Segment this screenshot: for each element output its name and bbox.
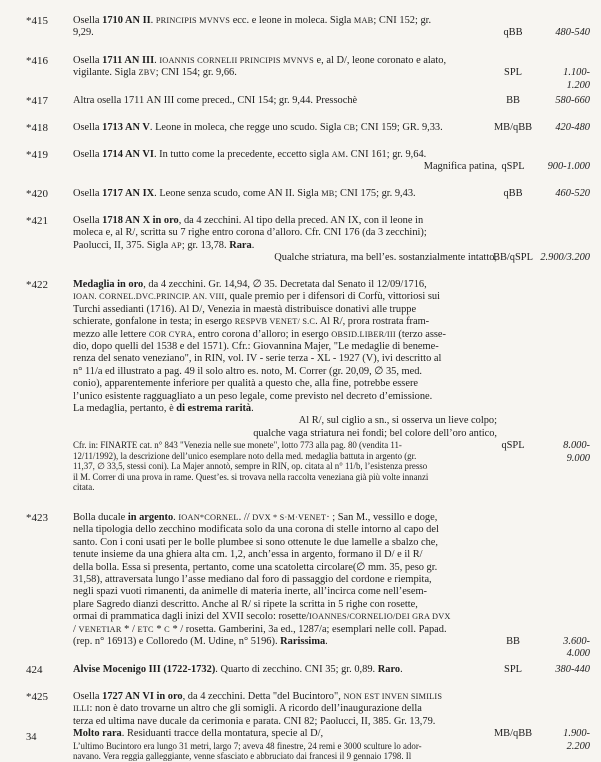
text-segment: nella tipologia dello zecchino modificata solo da una corona di stelle intorno al capo del (73, 524, 439, 536)
legend-text: COR CYRA (148, 329, 193, 339)
text-segment: . (400, 664, 403, 675)
description-line (73, 161, 497, 173)
description-line (73, 549, 497, 561)
lot-grade: BB/qSPL (493, 252, 533, 264)
text-segment: . In tutto come la precedente, eccetto sigla (153, 149, 332, 160)
description-line (73, 188, 497, 200)
text-segment: ; gr. 13,78. (181, 239, 230, 251)
legend-text: DVX * S·M·VENET (252, 513, 327, 522)
text-segment: : non è dato trovarne un altro che gli somigli. A ricordo dell’inaugurazione della (89, 703, 422, 715)
description-line (73, 482, 497, 493)
lot-estimate: 420-480 (555, 122, 590, 133)
description-line (73, 55, 497, 67)
legend-text: ETC (137, 624, 154, 634)
description-line (73, 512, 497, 524)
description-line (73, 279, 497, 291)
description-line (73, 562, 497, 574)
text-segment: ; CNI 175; gr. 9,43. (334, 188, 416, 199)
text-segment: qualche vaga striatura nei fondi; bel colore dell’oro antico, (253, 427, 497, 439)
lot-grade: MB/qBB (493, 728, 533, 740)
bold-text: Medaglia in oro (73, 279, 144, 290)
lot-estimate: 580-660 (555, 95, 590, 106)
description-line (73, 215, 497, 227)
lot-description (73, 279, 497, 493)
legend-text: IOAN. CORNEL.DVC.PRINCIP. AN. VIII (73, 292, 225, 302)
lot-number: 424 (26, 664, 43, 676)
description-line (73, 599, 497, 611)
description-line (73, 636, 497, 648)
text-segment: Paolucci, II, 375. Sigla (73, 239, 171, 251)
lot-grade: BB (506, 95, 520, 106)
bold-text: Alvise Mocenigo III (1722-1732) (73, 664, 216, 675)
lot-description (73, 15, 497, 40)
legend-text: C (164, 624, 170, 634)
text-segment: 31,58), attraversata lungo l’asse mediano dal foro di passaggio del cordone e riempita, (73, 574, 432, 586)
lot-estimate: 1.900-2.200 (563, 728, 590, 752)
description-line (73, 341, 497, 353)
lot-number: *421 (26, 215, 48, 227)
bold-text: 1718 AN X in oro (102, 215, 179, 226)
description-line (73, 67, 497, 79)
text-segment: moleca e, al R/, scritta su 7 righe entro corona d’alloro. Cfr. CNI 176 (da 3 zecchini); (73, 227, 427, 239)
lot-estimate: 460-520 (555, 188, 590, 199)
text-segment: (terzo asse- (395, 328, 447, 340)
description-line (73, 252, 497, 264)
text-segment: 9,29. (73, 27, 94, 39)
lot-grade: qSPL (501, 440, 525, 452)
text-segment: * / rosetta. Gamberini, 3a ed., 1287/a; esemplari nelle coll. Papad. (169, 623, 447, 635)
text-segment: . Leone in moleca, che regge uno scudo. Sigla (149, 122, 344, 133)
lot-grade: BB (506, 636, 520, 647)
description-line (73, 741, 497, 752)
lot-grade: qSPL (501, 161, 525, 173)
text-segment: Qualche striatura, ma bell’es. sostanzialmente intatto, (274, 252, 497, 264)
bold-text: Rara (229, 239, 252, 251)
bold-text: 1717 AN IX (102, 188, 155, 199)
text-segment: , da 4 zecchini. Al tipo della preced. AN IX, con il leone in (178, 215, 424, 226)
legend-text: MB (321, 189, 335, 198)
description-line (73, 304, 497, 316)
description-line (73, 227, 497, 239)
description-line (73, 428, 497, 440)
legend-text: RESPVB VENET/ S.C (234, 317, 316, 327)
text-segment: , da 4 zecchini. Detta "del Bucintoro", (182, 691, 344, 702)
lot-estimate: 1.100-1.200 (563, 67, 590, 91)
lot-number: *418 (26, 122, 48, 134)
description-line (73, 664, 497, 676)
text-segment: 12/11/1992), la descrizione dell’unico esemplare noto della med. medaglia battuta in argento (gr. (73, 450, 417, 461)
bold-text: 1711 AN III (102, 55, 155, 66)
legend-text: NON EST INVEN SIMILIS (343, 692, 443, 701)
text-segment: plare Sagredo dianzi descritto. Anche al R/ si ripete la scritta in 5 righe con rosette, (73, 598, 418, 610)
description-line (73, 378, 497, 390)
lot-number: *416 (26, 55, 48, 67)
legend-text: AP (170, 240, 182, 250)
description-line (73, 624, 497, 636)
text-segment: ; CNI 152; gr. (373, 15, 432, 26)
description-line (73, 472, 497, 483)
description-line (73, 524, 497, 536)
bold-text: Raro (377, 664, 401, 675)
text-segment: Osella (73, 122, 103, 133)
text-segment: renza del senato veneziano", in RIN, vol. IV - serie terza - XL - 1927 (V), ivi descritto al (73, 353, 442, 365)
text-segment: . Quarto di zecchino. CNI 35; gr. 0,89. (215, 664, 378, 675)
description-line (73, 691, 497, 703)
description-line (73, 440, 497, 451)
description-line (73, 716, 497, 728)
text-segment: navano. Vera reggia galleggiante, venne sfasciato e abbruciato dai francesi il 9 gennaio 1798. Il (73, 751, 412, 762)
lot-estimate: 480-540 (555, 27, 590, 39)
text-segment: l’unico esistente ragguagliato a un peso legale, come previsto nel decreto d’emissione. (73, 390, 433, 402)
text-segment: . (154, 55, 160, 66)
lot-number: *415 (26, 15, 48, 27)
legend-text: AM (331, 150, 346, 159)
lot-estimate: 900-1.000 (547, 161, 590, 173)
legend-text: OBSID.LIBER/III (331, 329, 396, 339)
text-segment: . Residuanti tracce della montatura, specie al D/, (121, 728, 324, 740)
text-segment: mezzo alle lettere (73, 328, 149, 340)
text-segment: ormai di prammatica dagli inizi del XVII secolo: rosette/ (73, 611, 310, 623)
text-segment: . (251, 403, 254, 415)
text-segment: * / (121, 623, 138, 635)
legend-text: ZBV (138, 68, 156, 78)
description-line (73, 15, 497, 27)
text-segment: . (150, 15, 156, 26)
text-segment: . (173, 512, 179, 523)
text-segment: schierate, gonfalone in testa; in esergo (73, 316, 235, 328)
description-line (73, 353, 497, 365)
text-segment: Altra osella 1711 AN III come preced., CNI 154; gr. 9,44. Pressochè (73, 95, 358, 106)
text-segment: negli spazi vuoti rimanenti, da animelle di materia inerte, all’incirca come nell’esem- (73, 586, 428, 598)
description-line (73, 122, 497, 134)
description-line (73, 751, 497, 762)
page-number: 34 (26, 732, 37, 743)
text-segment: L’ultimo Bucintoro era lungo 31 metri, largo 7; aveva 48 finestre, 24 remi e 3000 sculture lo ador- (73, 740, 422, 751)
legend-text: IOANNES/CORNELIO/DEI GRA DVX (309, 612, 451, 622)
lot-grade: qBB (503, 188, 523, 199)
lot-description (73, 188, 497, 200)
text-segment: . Leone senza scudo, come AN II. Sigla (154, 188, 322, 199)
lot-grade: MB/qBB (493, 122, 533, 133)
text-segment: . Al R/, prora rostrata fram- (315, 316, 430, 328)
lot-description (73, 55, 497, 80)
lot-grade: SPL (504, 664, 522, 675)
text-segment: citata. (73, 482, 95, 493)
text-segment: Turchi assedianti (1716). Al D/, Venezia in maestà distribuisce donativi alle truppe (73, 303, 417, 315)
lot-description (73, 215, 497, 265)
text-segment: . CNI 161; gr. 9,64. (345, 149, 427, 160)
text-segment: Bolla ducale (73, 512, 128, 523)
lot-number: *425 (26, 691, 48, 703)
lot-number: *417 (26, 95, 48, 107)
text-segment: Osella (73, 149, 103, 160)
text-segment: Osella (73, 215, 103, 226)
description-line (73, 149, 497, 161)
lot-estimate: 2.900/3.200 (540, 252, 590, 264)
lot-grade: SPL (504, 67, 522, 79)
text-segment: della bolla. Essa si presenta, pertanto, come una scatoletta circolare(∅ mm. 35, peso gr. (73, 561, 438, 573)
text-segment: (rep. n° 16913) e Colloredo (M. Udine, n° 5196). (73, 636, 281, 648)
text-segment: . (325, 636, 328, 648)
lot-estimate: 380-440 (555, 664, 590, 675)
text-segment: Osella (73, 188, 103, 199)
text-segment: vigilante. Sigla (73, 67, 139, 79)
text-segment: conio), apparentemente inferiore per qualità a questo che, alla fine, potrebbe essere (73, 378, 419, 390)
legend-text: VENETIAR (78, 624, 122, 634)
text-segment: dio, dopo quelli del 1538 e del 1571). Cfr.: Giovannina Majer, "Le medaglie di beneme- (73, 341, 439, 353)
bold-text: 1710 AN II (102, 15, 151, 26)
text-segment: Magnifica patina, (423, 161, 497, 173)
description-line (73, 27, 497, 39)
text-segment: il M. Correr di una prova in rame. Quest’es. si trovava nella raccolta veneziana già più volte innanzi (73, 471, 429, 482)
legend-text: CB (343, 123, 356, 132)
description-line (73, 316, 497, 328)
lot-description (73, 122, 497, 134)
text-segment: n° 11/a ed illustrato a pag. 49 il solo altro es. noto, M. Correr (gr. 20,09, ∅ 35, med. (73, 365, 423, 377)
text-segment: . (251, 239, 255, 251)
text-segment: · ; San M., vessillo e doge, (326, 512, 438, 523)
legend-text: IOAN*CORNEL (178, 513, 239, 522)
description-line (73, 391, 497, 403)
lot-number: *420 (26, 188, 48, 200)
legend-text: ILLI (73, 704, 90, 714)
text-segment: , entro corona d’alloro; in esergo (192, 328, 332, 340)
text-segment: , da 4 zecchini. Gr. 14,94, ∅ 35. Decretata dal Senato il 12/09/1716, (143, 279, 427, 290)
text-segment: Al R/, sul ciglio a sn., si osserva un lieve colpo; (298, 415, 497, 427)
lot-description (73, 664, 497, 676)
lot-estimate: 8.000-9.000 (563, 440, 590, 464)
lot-description (73, 512, 497, 648)
bold-text: di estrema rarità (176, 403, 252, 415)
text-segment: e, al D/, leone coronato e alato, (313, 55, 447, 66)
text-segment: terza ed ultima nave ducale da cerimonia e parata. CNI 82; Paolucci, II, 385. Gr. 13,79. (73, 715, 436, 727)
bold-text: Rarissima (280, 636, 326, 648)
text-segment: , quale premio per i difensori di Corfù, vittoriosi sui (224, 291, 440, 303)
text-segment: Osella (73, 55, 103, 66)
lot-number: *423 (26, 512, 48, 524)
description-line (73, 366, 497, 378)
description-line (73, 586, 497, 598)
bold-text: 1713 AN V (102, 122, 150, 133)
description-line (73, 329, 497, 341)
legend-text: MAB (353, 16, 374, 25)
legend-text: PRINCIPIS MVNVS (155, 16, 231, 25)
text-segment: santo. Con i coni usati per le bolle plumbee si sono ottenute le due lamelle a sbalzo che, (73, 536, 439, 548)
text-segment: Osella (73, 691, 103, 702)
text-segment: Cfr. in: FINARTE cat. n° 843 "Venezia nelle sue monete", lotto 773 alla pag. 80 (vendita 11- (73, 440, 402, 451)
text-segment: tenute insieme da una ghiera alta cm. 1,2, anch’essa in argento, formano il D/ e il R/ (73, 549, 423, 561)
text-segment: ecc. e leone in moleca. Sigla (230, 15, 354, 26)
bold-text: 1727 AN VI in oro (102, 691, 183, 702)
text-segment: La medaglia, pertanto, è (73, 403, 177, 415)
description-line (73, 451, 497, 462)
text-segment: * (153, 623, 165, 635)
text-segment: ; CNI 154; gr. 9,66. (155, 67, 237, 79)
lot-number: *419 (26, 149, 48, 161)
lot-description (73, 149, 497, 174)
lot-number: *422 (26, 279, 48, 291)
lot-grade: qBB (503, 27, 523, 39)
description-line (73, 728, 497, 740)
description-line (73, 461, 497, 472)
description-line (73, 291, 497, 303)
bold-text: Molto rara (73, 728, 122, 740)
bold-text: 1714 AN VI (102, 149, 154, 160)
bold-text: in argento (127, 512, 174, 523)
description-line (73, 574, 497, 586)
description-line (73, 95, 497, 107)
legend-text: IOANNIS CORNELII PRINCIPIS MVNVS (159, 56, 314, 65)
description-line (73, 240, 497, 252)
description-line (73, 403, 497, 415)
description-line (73, 611, 497, 623)
lot-description (73, 691, 497, 762)
description-line (73, 537, 497, 549)
text-segment: ; CNI 159; GR. 9,33. (355, 122, 443, 133)
text-segment: Osella (73, 15, 103, 26)
lot-estimate: 3.600-4.000 (563, 636, 590, 660)
text-segment: 11,37, ∅ 33,5, stessi coni). La Majer annotò, sempre in RIN, op. citata al n° 11/b, l’esistenza presso (73, 461, 428, 472)
text-segment: / (73, 623, 79, 635)
lot-description (73, 95, 497, 107)
description-line (73, 703, 497, 715)
text-segment: . // (238, 512, 253, 523)
description-line (73, 415, 497, 427)
